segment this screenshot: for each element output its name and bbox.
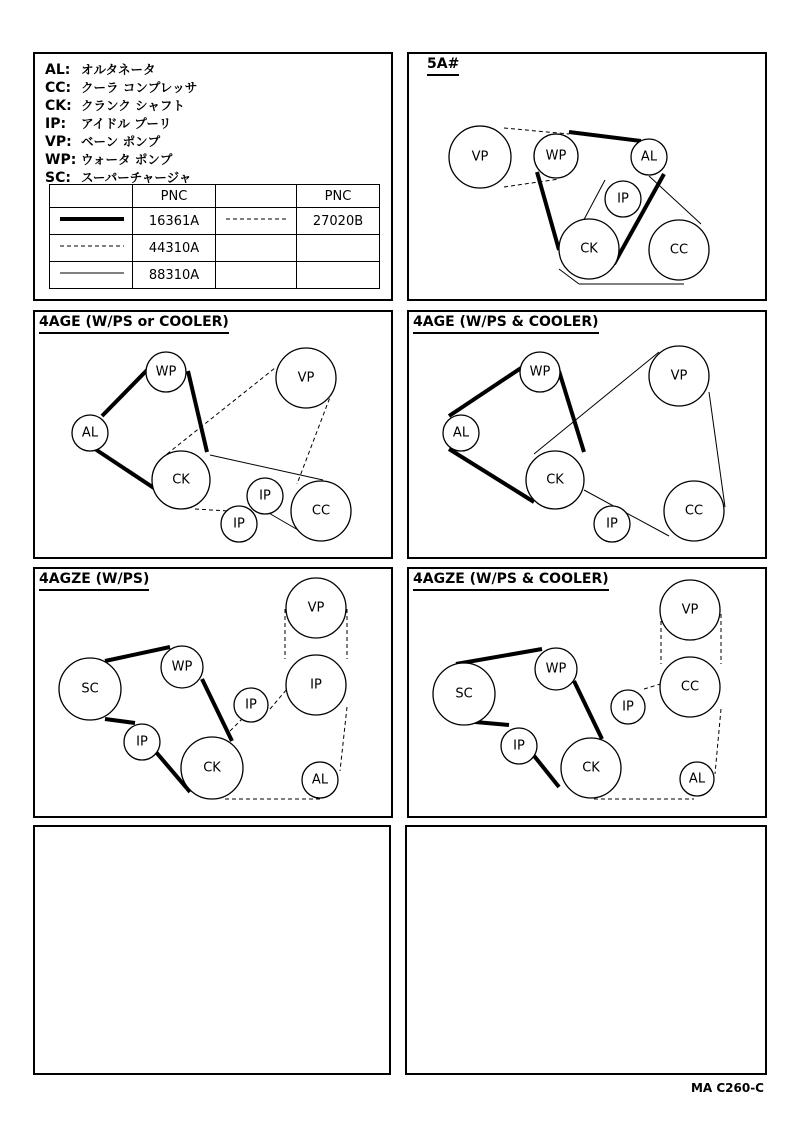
- panel-title: 4AGZE (W/PS): [39, 571, 149, 591]
- thin-line-sample: [54, 262, 128, 284]
- pulley-label: AL: [688, 771, 706, 787]
- pulley-label: VP: [670, 368, 688, 384]
- pulley-label: IP: [513, 738, 525, 754]
- panel-4age-ps-or-cooler: [33, 310, 393, 559]
- pulley-label: SC: [81, 681, 99, 697]
- pulley-label: VP: [297, 370, 315, 386]
- pulley-label: CC: [669, 242, 689, 258]
- thick-line-sample: [54, 208, 128, 230]
- pulley-label: CK: [580, 241, 598, 257]
- empty-panel-left: [33, 825, 391, 1075]
- panel-4agze-ps: [33, 567, 393, 818]
- pnc-header-2: PNC: [297, 185, 380, 208]
- pulley-label: VP: [471, 149, 489, 165]
- pulley-label: VP: [307, 600, 325, 616]
- panel-4age-ps-and-cooler: [407, 310, 767, 559]
- panel-title: 4AGZE (W/PS & COOLER): [413, 571, 609, 591]
- belt-diagram-4agze: [35, 569, 391, 816]
- pulley-label: SC: [455, 686, 473, 702]
- pulley-label: WP: [529, 364, 551, 380]
- legend-panel: [33, 52, 393, 301]
- pnc-row: [50, 262, 380, 289]
- pulley-label: IP: [310, 677, 322, 693]
- belt-diagram-4age-and: [409, 312, 765, 557]
- legend-item-vp: VP: ベーン ポンプ: [45, 134, 161, 150]
- dashed-line-sample: [220, 208, 292, 230]
- empty-panel-right: [405, 825, 767, 1075]
- pnc-code: 44310A: [133, 235, 216, 262]
- pulley-label: WP: [545, 661, 567, 677]
- pnc-row: [50, 208, 380, 235]
- pulley-label: AL: [81, 425, 99, 441]
- pnc-code: 16361A: [133, 208, 216, 235]
- panel-title: 4AGE (W/PS or COOLER): [39, 314, 229, 334]
- panel-4agze-ps-and-cooler: [407, 567, 767, 818]
- panel-title: 4AGE (W/PS & COOLER): [413, 314, 599, 334]
- pnc-table: [49, 184, 380, 289]
- pulley-label: CK: [582, 760, 600, 776]
- dashed-line-sample: [54, 235, 128, 257]
- legend-item-cc: CC: クーラ コンプレッサ: [45, 80, 198, 96]
- pnc-row: [50, 235, 380, 262]
- legend-item-ip: IP: アイドル プーリ: [45, 116, 172, 132]
- pulley-label: IP: [136, 734, 148, 750]
- pulley-label: AL: [311, 772, 329, 788]
- pulley-label: VP: [681, 602, 699, 618]
- pulley-label: WP: [545, 148, 567, 164]
- legend-item-wp: WP: ウォータ ポンプ: [45, 152, 173, 168]
- pulley-label: IP: [259, 488, 271, 504]
- pulley-label: CC: [311, 503, 331, 519]
- panel-title: 5A#: [427, 56, 459, 76]
- pulley-label: WP: [171, 659, 193, 675]
- pulley-label: CC: [684, 503, 704, 519]
- pulley-label: IP: [245, 697, 257, 713]
- pulley-label: IP: [617, 191, 629, 207]
- legend-item-ck: CK: クランク シャフト: [45, 98, 185, 114]
- pulley-label: CC: [680, 679, 700, 695]
- pnc-code: 88310A: [133, 262, 216, 289]
- pulley-label: CK: [203, 760, 221, 776]
- pulley-label: IP: [622, 699, 634, 715]
- belt-diagram-4age-or: [35, 312, 391, 557]
- pulley-label: AL: [452, 425, 470, 441]
- pulley-label: CK: [172, 472, 190, 488]
- belt-diagram-5a: [409, 54, 765, 299]
- pulley-label: IP: [233, 516, 245, 532]
- pnc-header: PNC: [133, 185, 216, 208]
- panel-5a: [407, 52, 767, 301]
- pulley-label: CK: [546, 472, 564, 488]
- pnc-header-row: [50, 185, 380, 208]
- drawing-code: MA C260-C: [690, 1081, 764, 1095]
- belt-diagram-4agze-cooler: [409, 569, 765, 816]
- pnc-code: 27020B: [297, 208, 380, 235]
- legend-item-al: AL: オルタネータ: [45, 62, 156, 78]
- pulley-label: IP: [606, 516, 618, 532]
- pulley-label: WP: [155, 364, 177, 380]
- legend-item-sc: SC: スーパーチャージャ: [45, 170, 192, 186]
- pulley-label: AL: [640, 149, 658, 165]
